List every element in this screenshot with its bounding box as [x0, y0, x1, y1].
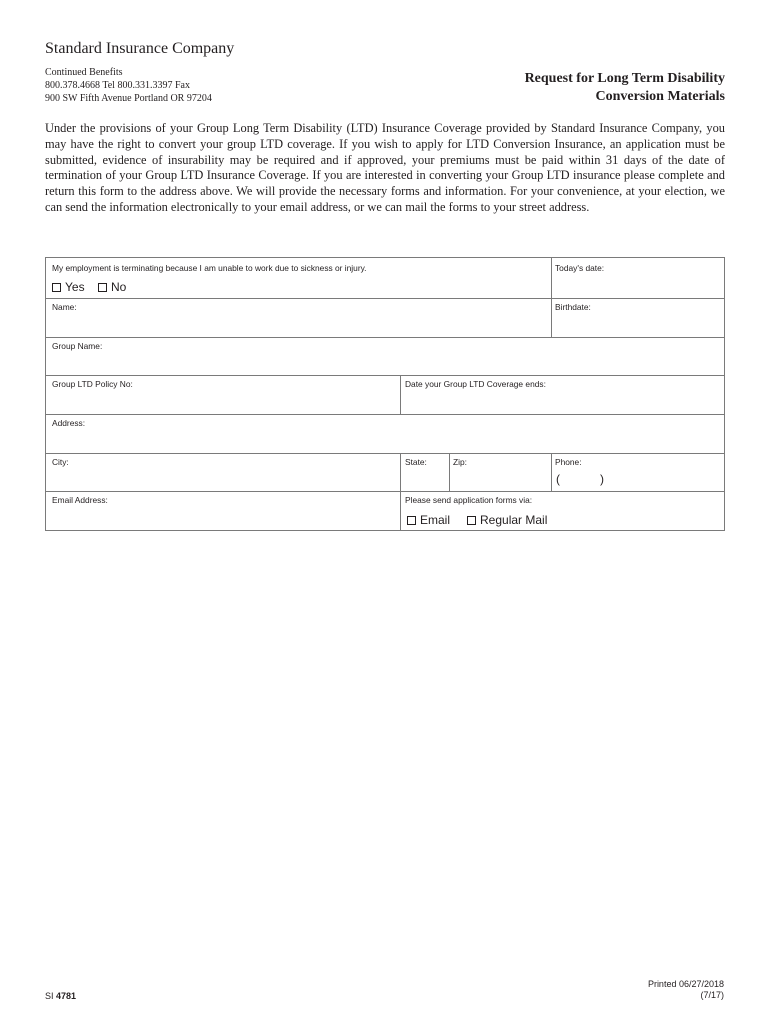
column-divider [449, 453, 450, 491]
row-divider [46, 453, 724, 454]
column-divider [551, 258, 552, 337]
no-option[interactable] [98, 280, 126, 294]
no-label: No [111, 280, 127, 294]
regular-mail-checkbox[interactable] [467, 516, 476, 525]
form-title-line2: Conversion Materials [595, 89, 725, 104]
row-divider [46, 491, 724, 492]
phone-label: Phone: [555, 457, 582, 467]
yes-label: Yes [65, 280, 85, 294]
email-checkbox[interactable] [407, 516, 416, 525]
intro-paragraph: Under the provisions of your Group Long Term Disability (LTD) Insurance Coverage provided by Standard Insurance Company, you may have the right to convert your group LTD coverage. If you wish to apply for LTD Conversion Insurance, an application must be submitted, evidence of insurability may be required and if approved, your premiums must be paid within 31 days of the date of termination of your Group LTD Insurance Coverage. If you are interested in converting your Group LTD insurance please complete and return this form to the address above. We will provide the necessary forms and information. For your convenience, at your election, we can send the information electronically to your email address, or we can mail the forms to your street address. [45, 121, 725, 214]
company-contact-block [45, 66, 212, 105]
printed-date: Printed 06/27/2018 [647, 979, 724, 989]
revision: (7/17) [700, 990, 724, 1000]
email-address-label: Email Address: [52, 495, 108, 505]
state-label: State: [405, 457, 427, 467]
row-divider [46, 298, 724, 299]
coverage-ends-label: Date your Group LTD Coverage ends: [405, 379, 546, 389]
todays-date-label: Today's date: [555, 263, 605, 273]
form-title-line1: Request for Long Term Disability [524, 71, 725, 86]
birthdate-label: Birthdate: [555, 302, 591, 312]
email-option-label: Email [420, 513, 451, 527]
form-code-number: 4781 [56, 991, 77, 1001]
policy-no-label: Group LTD Policy No: [52, 379, 133, 389]
column-divider [400, 453, 401, 530]
company-name: Standard Insurance Company [45, 40, 235, 57]
employment-question: My employment is terminating because I am unable to work due to sickness or injury. [52, 263, 367, 273]
no-checkbox[interactable] [98, 283, 107, 292]
print-info [648, 979, 724, 1001]
yes-checkbox[interactable] [52, 283, 61, 292]
row-divider [46, 375, 724, 376]
group-name-label: Group Name: [52, 341, 103, 351]
email-option[interactable] [407, 513, 450, 527]
name-label: Name: [52, 302, 77, 312]
request-form [45, 257, 725, 531]
send-via-label: Please send application forms via: [405, 495, 533, 505]
department: Continued Benefits [45, 67, 123, 78]
yes-option[interactable] [52, 280, 85, 294]
city-label: City: [52, 457, 69, 467]
form-code [45, 991, 76, 1001]
form-title [525, 70, 725, 106]
regular-mail-label: Regular Mail [480, 513, 548, 527]
address-label: Address: [52, 418, 86, 428]
zip-label: Zip: [453, 457, 467, 467]
row-divider [46, 414, 724, 415]
phone-fax: 800.378.4668 Tel 800.331.3397 Fax [45, 80, 190, 91]
column-divider [400, 375, 401, 414]
row-divider [46, 337, 724, 338]
phone-area-close: ) [600, 472, 604, 486]
regular-mail-option[interactable] [467, 513, 547, 527]
form-code-prefix: SI [45, 991, 54, 1001]
column-divider [551, 453, 552, 491]
phone-area-open: ( [556, 472, 560, 486]
street-address: 900 SW Fifth Avenue Portland OR 97204 [45, 93, 212, 104]
